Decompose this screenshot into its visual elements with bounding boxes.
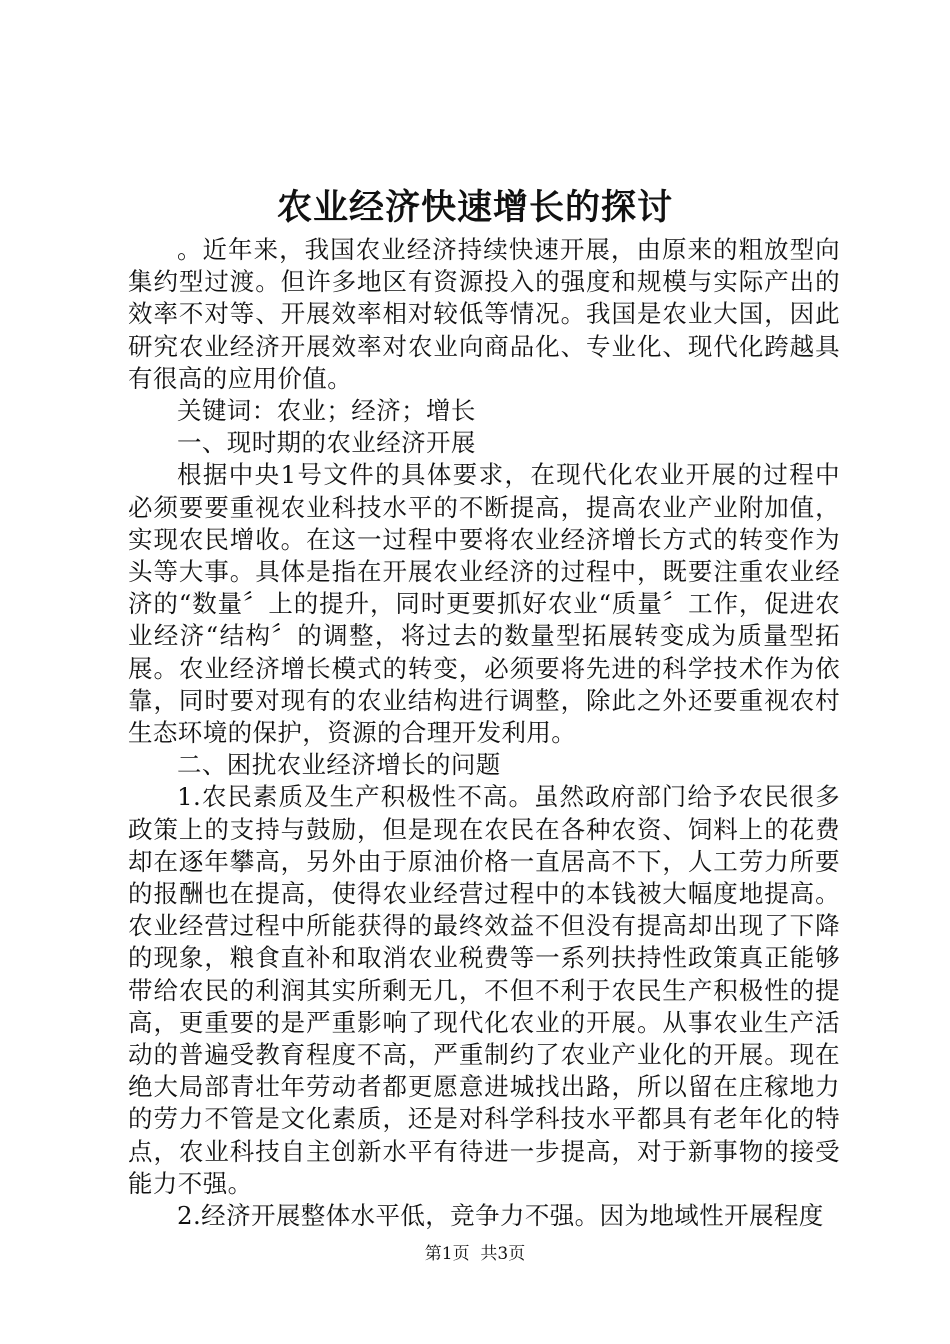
section-heading-2: 二、困扰农业经济增长的问题 (177, 750, 501, 780)
page-footer (0, 1242, 950, 1266)
section-2-point-2: 2.经济开展整体水平低，竞争力不强。因为地域性开展程度 (177, 1201, 824, 1231)
section-1-paragraph: 根据中央1号文件的具体要求，在现代化农业开展的过程中必须要要重视农业科技水平的不断提高，提高农业产业附加值，实现农民增收。在这一过程中要将农业经济增长方式的转变作为头等大事。具体是指在开展农业经济的过程中，既要注重农业经济的“数量〞上的提升，同时更要抓好农业“质量〞工作，促进农业经济“结构〞的调整，将过去的数量型拓展转变成为质量型拓展。农业经济增长模式的转变，必须要将先进的科学技术作为依靠，同时要对现有的农业结构进行调整，除此之外还要重视农村生态环境的保护，资源的合理开发利用。 (128, 460, 840, 748)
page-total: 共3页 (480, 1244, 526, 1264)
abstract-paragraph: 。近年来，我国农业经济持续快速开展，由原来的粗放型向集约型过渡。但许多地区有资源投入的强度和规模与实际产出的效率不对等、开展效率相对较低等情况。我国是农业大国，因此研究农业经济开展效率对农业向商品化、专业化、现代化跨越具有很高的应用价值。 (128, 235, 840, 393)
section-2-point-1: 1.农民素质及生产积极性不高。虽然政府部门给予农民很多政策上的支持与鼓励，但是现在农民在各种农资、饲料上的花费却在逐年攀高，另外由于原油价格一直居高不下，人工劳力所要的报酬也在提高，使得农业经营过程中的本钱被大幅度地提高。农业经营过程中所能获得的最终效益不但没有提高却出现了下降的现象，粮食直补和取消农业税费等一系列扶持性政策真正能够带给农民的利润其实所剩无几，不但不利于农民生产积极性的提高，更重要的是严重影响了现代化农业的开展。从事农业生产活动的普遍受教育程度不高，严重制约了农业产业化的开展。现在绝大局部青壮年劳动者都更愿意进城找出路，所以留在庄稼地力的劳力不管是文化素质，还是对科学科技水平都具有老年化的特点，农业科技自主创新水平有待进一步提高，对于新事物的接受能力不强。 (128, 782, 840, 1198)
document-title: 农业经济快速增长的探讨 (276, 187, 673, 228)
section-heading-1: 一、现时期的农业经济开展 (177, 428, 476, 458)
document-body (128, 234, 840, 1232)
page-number: 第1页 (424, 1244, 470, 1264)
keywords-line: 关键词：农业；经济；增长 (177, 396, 476, 426)
